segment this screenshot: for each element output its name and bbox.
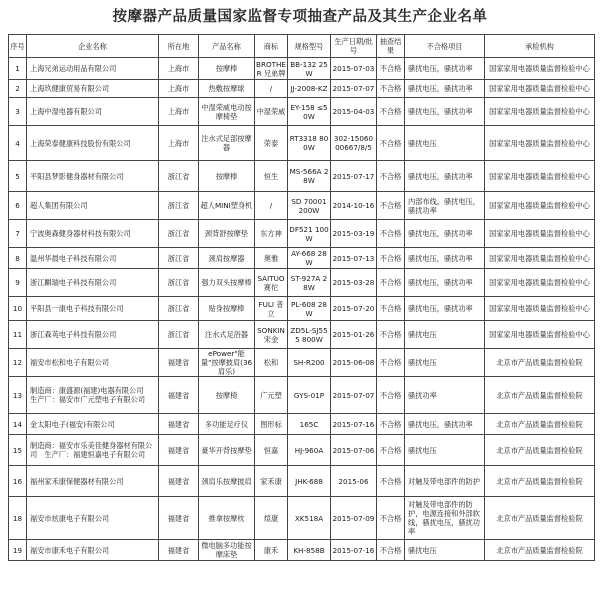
cell-company: 上海荣泰健康科技股份有限公司 (27, 126, 159, 161)
cell-company: 制造商：康盛源(福建)电器有限公司 生产厂：福安市广元塑电子有限公司 (27, 377, 159, 414)
cell-no: 18 (9, 497, 27, 540)
cell-result: 不合格 (377, 435, 405, 466)
cell-product: 注水式足部按摩器 (199, 126, 255, 161)
cell-fail-items: 骚扰电压，骚扰功率 (405, 161, 485, 192)
cell-fail-items: 骚扰电压，骚扰功率 (405, 248, 485, 269)
cell-fail-items: 骚扰电压 (405, 435, 485, 466)
table-row (9, 497, 595, 540)
cell-inspector: 北京市产品质量监督检验院 (485, 466, 595, 497)
cell-location: 福建省 (159, 540, 199, 561)
cell-product: 热敷按摩球 (199, 80, 255, 98)
cell-product: 颈肩按摩器 (199, 248, 255, 269)
cell-result: 不合格 (377, 248, 405, 269)
cell-spec: JHK-688 (288, 466, 331, 497)
cell-spec: 165C (288, 414, 331, 435)
cell-company: 福安市松和电子有限公司 (27, 349, 159, 377)
cell-no: 6 (9, 192, 27, 220)
cell-no: 14 (9, 414, 27, 435)
header-date: 生产日期/批号 (331, 35, 377, 58)
cell-brand: SAITUO 赛佗 (255, 269, 288, 297)
cell-result: 不合格 (377, 220, 405, 248)
cell-no: 1 (9, 58, 27, 80)
cell-brand: 东方神 (255, 220, 288, 248)
cell-location: 浙江省 (159, 297, 199, 321)
cell-fail-items: 骚扰电压 (405, 126, 485, 161)
cell-fail-items: 骚扰电压，骚扰功率 (405, 297, 485, 321)
cell-no: 11 (9, 321, 27, 349)
cell-result: 不合格 (377, 349, 405, 377)
cell-product: 超人MINI塑身机 (199, 192, 255, 220)
cell-spec: SH-R200 (288, 349, 331, 377)
table-row (9, 466, 595, 497)
cell-company: 福安市康禾电子有限公司 (27, 540, 159, 561)
cell-result: 不合格 (377, 192, 405, 220)
cell-location: 福建省 (159, 349, 199, 377)
cell-inspector: 北京市产品质量监督检验院 (485, 349, 595, 377)
cell-location: 浙江省 (159, 321, 199, 349)
cell-inspector: 国家家用电器质量监督检验中心 (485, 297, 595, 321)
cell-spec: PL-608 28W (288, 297, 331, 321)
table-row (9, 377, 595, 414)
cell-date: 2015-07-17 (331, 161, 377, 192)
header-fail-items: 不合格项目 (405, 35, 485, 58)
cell-result: 不合格 (377, 540, 405, 561)
cell-company: 上海兄弟运动用品有限公司 (27, 58, 159, 80)
cell-product: 推拿按摩枕 (199, 497, 255, 540)
header-product: 产品名称 (199, 35, 255, 58)
table-row (9, 192, 595, 220)
cell-date: 2015-07-07 (331, 80, 377, 98)
cell-spec: GYS-01P (288, 377, 331, 414)
page-title: 按摩器产品质量国家监督专项抽查产品及其生产企业名单 (112, 9, 488, 25)
cell-brand: SONKIN 宋金 (255, 321, 288, 349)
cell-inspector: 国家家用电器质量监督检验中心 (485, 126, 595, 161)
cell-location: 福建省 (159, 466, 199, 497)
cell-fail-items: 对触及带电部件的防护 (405, 466, 485, 497)
cell-brand: 图形标 (255, 414, 288, 435)
cell-fail-items: 骚扰电压，骚扰功率 (405, 80, 485, 98)
cell-date: 2015-03-28 (331, 269, 377, 297)
cell-result: 不合格 (377, 466, 405, 497)
cell-location: 浙江省 (159, 269, 199, 297)
cell-date: 2014-10-16 (331, 192, 377, 220)
table-row (9, 248, 595, 269)
cell-spec: JJ-2008-KZ (288, 80, 331, 98)
cell-brand: 广元塑 (255, 377, 288, 414)
cell-location: 浙江省 (159, 220, 199, 248)
cell-no: 9 (9, 269, 27, 297)
cell-fail-items: 骚扰电压，骚扰功率 (405, 414, 485, 435)
cell-fail-items: 骚扰电压 (405, 321, 485, 349)
cell-date: 2015-04-03 (331, 98, 377, 126)
cell-brand: 康禾 (255, 540, 288, 561)
table-row (9, 297, 595, 321)
cell-company: 浙江森英电子科技有限公司 (27, 321, 159, 349)
cell-result: 不合格 (377, 269, 405, 297)
cell-location: 福建省 (159, 497, 199, 540)
table-row (9, 540, 595, 561)
table-row (9, 349, 595, 377)
table-row (9, 414, 595, 435)
cell-spec: ST-927A 28W (288, 269, 331, 297)
cell-brand: 荣泰 (255, 126, 288, 161)
cell-spec: EY-158 ≤50W (288, 98, 331, 126)
cell-no: 15 (9, 435, 27, 466)
cell-location: 上海市 (159, 58, 199, 80)
cell-company: 温州华晨电子科技有限公司 (27, 248, 159, 269)
cell-product: 按摩椅 (199, 377, 255, 414)
cell-inspector: 北京市产品质量监督检验院 (485, 497, 595, 540)
cell-spec: KH-858B (288, 540, 331, 561)
cell-result: 不合格 (377, 80, 405, 98)
cell-company: 金太阳电子(福安)有限公司 (27, 414, 159, 435)
cell-date: 302-1506000667/8/5 (331, 126, 377, 161)
table-row (9, 80, 595, 98)
header-no: 序号 (9, 35, 27, 58)
cell-no: 10 (9, 297, 27, 321)
cell-company: 超人集团有限公司 (27, 192, 159, 220)
cell-company: 上海中湿电器有限公司 (27, 98, 159, 126)
cell-company: 平阳县一康电子科技有限公司 (27, 297, 159, 321)
cell-no: 12 (9, 349, 27, 377)
cell-date: 2015-06-08 (331, 349, 377, 377)
cell-location: 浙江省 (159, 161, 199, 192)
cell-result: 不合格 (377, 321, 405, 349)
cell-company: 浙江麒瑞电子科技有限公司 (27, 269, 159, 297)
cell-brand: 奥雅 (255, 248, 288, 269)
cell-spec: XK518A (288, 497, 331, 540)
cell-date: 2015-07-20 (331, 297, 377, 321)
table-row (9, 161, 595, 192)
cell-product: 多功能足疗仪 (199, 414, 255, 435)
cell-brand: 恒嘉 (255, 435, 288, 466)
cell-product: 豪华开背按摩垫 (199, 435, 255, 466)
cell-brand: / (255, 192, 288, 220)
cell-company: 平阳县梦影健身器材有限公司 (27, 161, 159, 192)
cell-location: 上海市 (159, 98, 199, 126)
cell-date: 2015-01-26 (331, 321, 377, 349)
cell-company: 福州家禾康保健器材有限公司 (27, 466, 159, 497)
header-company: 企业名称 (27, 35, 159, 58)
cell-location: 浙江省 (159, 248, 199, 269)
cell-fail-items: 骚扰电压 (405, 349, 485, 377)
cell-product: ePower"能量"按摩披肩(36肩乐) (199, 349, 255, 377)
cell-product: 按摩棒 (199, 58, 255, 80)
table-row (9, 58, 595, 80)
cell-product: 颈肩乐按摩披肩 (199, 466, 255, 497)
header-spec: 规格型号 (288, 35, 331, 58)
cell-result: 不合格 (377, 297, 405, 321)
cell-product: 中湿荣威电动按摩椅垫 (199, 98, 255, 126)
cell-fail-items: 骚扰电压，骚扰功率 (405, 98, 485, 126)
cell-product: 贴身按摩棒 (199, 297, 255, 321)
cell-product: 强力双头按摩棒 (199, 269, 255, 297)
cell-result: 不合格 (377, 161, 405, 192)
cell-product: 按摩棒 (199, 161, 255, 192)
cell-spec: BB-132 25W (288, 58, 331, 80)
cell-location: 福建省 (159, 377, 199, 414)
cell-company: 制造商：福安市乐美佳健身器材有限公司 生产厂：福建恒嘉电子有限公司 (27, 435, 159, 466)
cell-no: 3 (9, 98, 27, 126)
cell-brand: 家禾康 (255, 466, 288, 497)
cell-company: 宁波奥森健身器材科技有限公司 (27, 220, 159, 248)
cell-date: 2015-07-13 (331, 248, 377, 269)
header-location: 所在地 (159, 35, 199, 58)
table-row (9, 220, 595, 248)
cell-brand: 煊康 (255, 497, 288, 540)
cell-inspector: 国家家用电器质量监督检验中心 (485, 269, 595, 297)
cell-spec: AY-668 28W (288, 248, 331, 269)
cell-company: 福安市炫康电子有限公司 (27, 497, 159, 540)
cell-inspector: 国家家用电器质量监督检验中心 (485, 321, 595, 349)
table-row (9, 269, 595, 297)
cell-no: 7 (9, 220, 27, 248)
cell-date: 2015-06 (331, 466, 377, 497)
cell-result: 不合格 (377, 126, 405, 161)
cell-date: 2015-03-19 (331, 220, 377, 248)
cell-spec: ZD5L-SJ555 800W (288, 321, 331, 349)
cell-brand: BROTHER 兄弟牌 (256, 59, 286, 78)
cell-company: 上海玖健康贸易有限公司 (27, 80, 159, 98)
cell-date: 2015-07-16 (331, 414, 377, 435)
cell-no: 8 (9, 248, 27, 269)
cell-inspector: 北京市产品质量监督检验院 (485, 435, 595, 466)
cell-location: 上海市 (159, 80, 199, 98)
cell-brand: FULI 普立 (255, 297, 288, 321)
cell-location: 浙江省 (159, 192, 199, 220)
cell-fail-items: 骚扰电压，骚扰功率 (405, 58, 485, 80)
cell-brand: 松和 (255, 349, 288, 377)
cell-date: 2015-07-06 (331, 435, 377, 466)
cell-date: 2015-07-07 (331, 377, 377, 414)
table-row (9, 98, 595, 126)
header-result: 抽查结果 (377, 35, 405, 58)
cell-inspector: 国家家用电器质量监督检验中心 (485, 80, 595, 98)
cell-inspector: 国家家用电器质量监督检验中心 (485, 98, 595, 126)
cell-date: 2015-07-09 (331, 497, 377, 540)
cell-inspector: 国家家用电器质量监督检验中心 (485, 161, 595, 192)
results-table (8, 34, 595, 561)
cell-brand: 恒生 (255, 161, 288, 192)
cell-location: 上海市 (159, 126, 199, 161)
cell-no: 13 (9, 377, 27, 414)
cell-location: 福建省 (159, 414, 199, 435)
cell-result: 不合格 (377, 98, 405, 126)
cell-spec: HJ-960A (288, 435, 331, 466)
cell-date: 2015-07-16 (331, 540, 377, 561)
cell-no: 16 (9, 466, 27, 497)
cell-no: 4 (9, 126, 27, 161)
cell-fail-items: 骚扰电压，骚扰功率 (405, 220, 485, 248)
cell-product: 注水式足浴器 (199, 321, 255, 349)
cell-fail-items: 骚扰电压，骚扰功率 (405, 269, 485, 297)
table-header-row (9, 35, 595, 58)
cell-result: 不合格 (377, 414, 405, 435)
cell-inspector: 国家家用电器质量监督检验中心 (485, 192, 595, 220)
cell-brand: / (255, 80, 288, 98)
cell-product: 微电脑多功能按摩床垫 (199, 540, 255, 561)
cell-product: 颈背舒按摩垫 (199, 220, 255, 248)
cell-no: 19 (9, 540, 27, 561)
cell-location: 福建省 (159, 435, 199, 466)
cell-result: 不合格 (377, 377, 405, 414)
cell-fail-items: 骚扰电压 (405, 540, 485, 561)
cell-inspector: 北京市产品质量监督检验院 (485, 540, 595, 561)
cell-inspector: 国家家用电器质量监督检验中心 (485, 58, 595, 80)
cell-inspector: 北京市产品质量监督检验院 (485, 377, 595, 414)
cell-spec: MS-566A 28W (288, 161, 331, 192)
header-brand: 商标 (255, 35, 288, 58)
header-inspector: 承检机构 (485, 35, 595, 58)
cell-fail-items: 对触及带电部件的防护，电源连接和外部软线，骚扰电压，骚扰功率 (405, 497, 485, 540)
cell-no: 5 (9, 161, 27, 192)
cell-result: 不合格 (377, 497, 405, 540)
cell-inspector: 北京市产品质量监督检验院 (485, 414, 595, 435)
cell-fail-items: 骚扰功率 (405, 377, 485, 414)
cell-fail-items: 内部布线，骚扰电压，骚扰功率 (405, 192, 485, 220)
table-row (9, 435, 595, 466)
cell-inspector: 国家家用电器质量监督检验中心 (485, 220, 595, 248)
cell-date: 2015-07-03 (331, 58, 377, 80)
cell-spec: SD 70001 200W (288, 192, 331, 220)
cell-inspector: 国家家用电器质量监督检验中心 (485, 248, 595, 269)
cell-brand: 中湿荣威 (255, 98, 288, 126)
table-row (9, 126, 595, 161)
cell-spec: DF521 100W (288, 220, 331, 248)
cell-no: 2 (9, 80, 27, 98)
table-row (9, 321, 595, 349)
cell-spec: RT3318 800W (288, 126, 331, 161)
cell-result: 不合格 (377, 58, 405, 80)
